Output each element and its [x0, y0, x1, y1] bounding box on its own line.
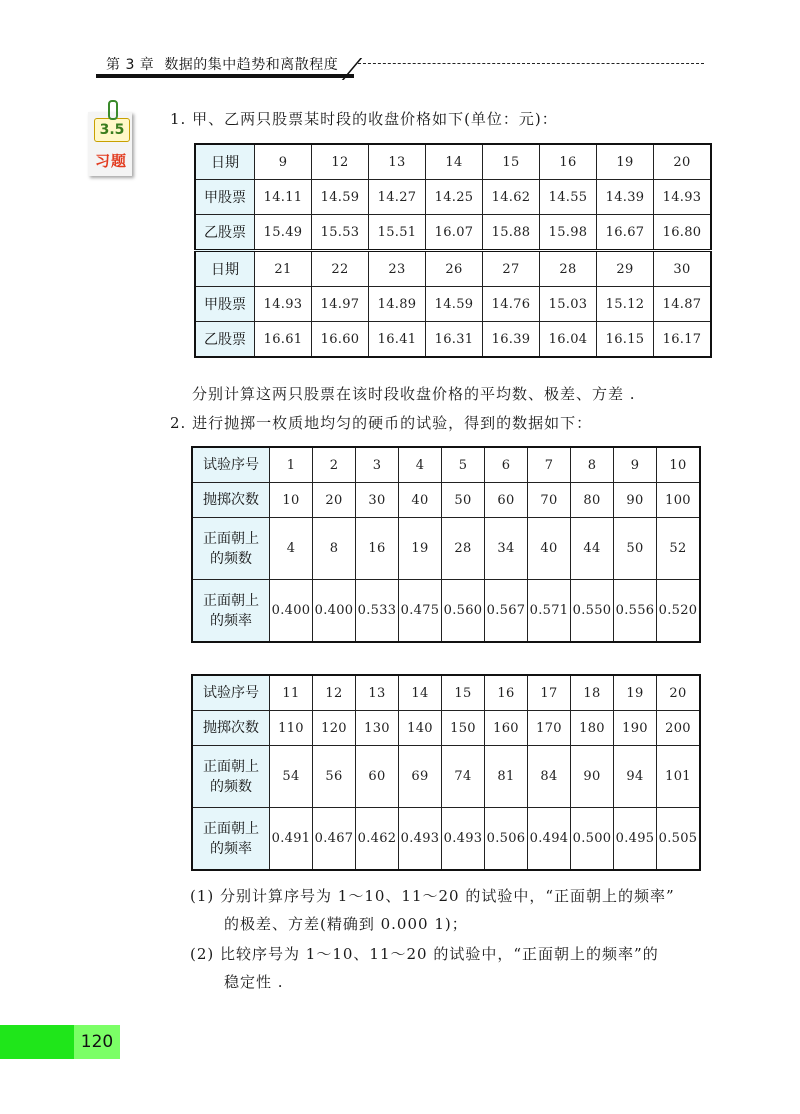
running-header — [96, 50, 706, 78]
cell: 44 — [571, 518, 614, 580]
cell: 14.93 — [654, 180, 712, 215]
row-label-line: 的频率 — [210, 612, 252, 629]
cell: 14.62 — [483, 180, 540, 215]
cell: 16.80 — [654, 215, 712, 251]
cell: 12 — [313, 675, 356, 711]
cell: 14.25 — [426, 180, 483, 215]
cell: 56 — [313, 746, 356, 808]
row-label: 甲股票 — [195, 287, 255, 322]
cell: 0.493 — [399, 808, 442, 871]
cell: 94 — [614, 746, 657, 808]
cell: 60 — [356, 746, 399, 808]
header-title — [106, 54, 338, 74]
cell: 2 — [313, 447, 356, 483]
cell: 14.89 — [369, 287, 426, 322]
cell: 28 — [540, 251, 597, 287]
cell: 30 — [654, 251, 712, 287]
cell: 0.506 — [485, 808, 528, 871]
page-number: 120 — [74, 1025, 120, 1059]
cell: 13 — [356, 675, 399, 711]
cell: 16 — [485, 675, 528, 711]
cell: 14.39 — [597, 180, 654, 215]
chapter-number: 第 3 章 — [106, 57, 155, 73]
cell: 120 — [313, 711, 356, 746]
cell: 190 — [614, 711, 657, 746]
cell: 6 — [485, 447, 528, 483]
exercise-label: 习题 — [94, 152, 127, 170]
cell: 15.53 — [312, 215, 369, 251]
cell: 20 — [654, 144, 712, 180]
cell: 40 — [399, 483, 442, 518]
sub-question-2: (2) 比较序号为 1～10、11～20 的试验中，“正面朝上的频率”的 — [190, 945, 659, 963]
sub-question-1-cont: 的极差、方差(精确到 0.000 1)； — [224, 915, 468, 933]
cell: 0.567 — [485, 580, 528, 643]
cell: 8 — [571, 447, 614, 483]
cell: 14 — [399, 675, 442, 711]
cell: 10 — [270, 483, 313, 518]
cell: 15.88 — [483, 215, 540, 251]
paperclip-icon — [108, 100, 118, 120]
row-label: 试验序号 — [192, 675, 270, 711]
cell: 16.07 — [426, 215, 483, 251]
stock-a-row — [195, 180, 711, 215]
cell: 14.55 — [540, 180, 597, 215]
row-label: 甲股票 — [195, 180, 255, 215]
stock-a-row — [195, 287, 711, 322]
cell: 22 — [312, 251, 369, 287]
row-label-line: 的频率 — [210, 840, 252, 857]
badge-card — [88, 112, 132, 176]
cell: 110 — [270, 711, 313, 746]
cell: 54 — [270, 746, 313, 808]
cell: 14.76 — [483, 287, 540, 322]
row-label — [192, 580, 270, 643]
heads-count-row — [192, 746, 700, 808]
cell: 52 — [657, 518, 701, 580]
section-number: 3.5 — [94, 118, 130, 142]
coin-toss-table-2 — [191, 674, 701, 871]
problem-1-question: 分别计算这两只股票在该时段收盘价格的平均数、极差、方差 . — [192, 385, 636, 403]
cell: 34 — [485, 518, 528, 580]
cell: 0.493 — [442, 808, 485, 871]
cell: 16 — [356, 518, 399, 580]
cell: 30 — [356, 483, 399, 518]
cell: 3 — [356, 447, 399, 483]
stock-b-row — [195, 322, 711, 358]
cell: 80 — [571, 483, 614, 518]
row-label — [192, 746, 270, 808]
cell: 69 — [399, 746, 442, 808]
heads-frequency-row — [192, 808, 700, 871]
cell: 0.500 — [571, 808, 614, 871]
cell: 84 — [528, 746, 571, 808]
cell: 50 — [442, 483, 485, 518]
cell: 16.04 — [540, 322, 597, 358]
cell: 10 — [657, 447, 701, 483]
cell: 16.39 — [483, 322, 540, 358]
row-label-line: 正面朝上 — [203, 758, 259, 775]
cell: 0.491 — [270, 808, 313, 871]
cell: 70 — [528, 483, 571, 518]
cell: 16 — [540, 144, 597, 180]
seq-row — [192, 675, 700, 711]
cell: 8 — [313, 518, 356, 580]
cell: 14.87 — [654, 287, 712, 322]
row-label-line: 正面朝上 — [203, 820, 259, 837]
row-label: 试验序号 — [192, 447, 270, 483]
cell: 60 — [485, 483, 528, 518]
date-row — [195, 144, 711, 180]
row-label: 乙股票 — [195, 322, 255, 358]
cell: 20 — [657, 675, 701, 711]
cell: 81 — [485, 746, 528, 808]
cell: 0.494 — [528, 808, 571, 871]
cell: 16.67 — [597, 215, 654, 251]
problem-2-text: 2. 进行抛掷一枚质地均匀的硬币的试验，得到的数据如下： — [170, 414, 593, 432]
cell: 140 — [399, 711, 442, 746]
cell: 16.41 — [369, 322, 426, 358]
row-label-line: 正面朝上 — [203, 592, 259, 609]
cell: 15.51 — [369, 215, 426, 251]
exercise-badge — [80, 100, 134, 180]
cell: 16.61 — [255, 322, 312, 358]
cell: 150 — [442, 711, 485, 746]
row-label — [192, 808, 270, 871]
row-label-line: 的频数 — [210, 550, 252, 567]
row-label: 抛掷次数 — [192, 483, 270, 518]
heads-frequency-row — [192, 580, 700, 643]
cell: 74 — [442, 746, 485, 808]
cell: 15 — [483, 144, 540, 180]
cell: 4 — [270, 518, 313, 580]
cell: 0.495 — [614, 808, 657, 871]
row-label: 日期 — [195, 251, 255, 287]
coin-toss-table-1 — [191, 446, 701, 643]
cell: 14.59 — [426, 287, 483, 322]
cell: 7 — [528, 447, 571, 483]
row-label-line: 正面朝上 — [203, 530, 259, 547]
header-dashed-rule — [358, 63, 704, 64]
cell: 16.60 — [312, 322, 369, 358]
cell: 0.556 — [614, 580, 657, 643]
cell: 16.15 — [597, 322, 654, 358]
cell: 14.97 — [312, 287, 369, 322]
row-label-line: 的频数 — [210, 778, 252, 795]
cell: 11 — [270, 675, 313, 711]
cell: 29 — [597, 251, 654, 287]
cell: 15.49 — [255, 215, 312, 251]
cell: 15 — [442, 675, 485, 711]
cell: 9 — [255, 144, 312, 180]
cell: 9 — [614, 447, 657, 483]
cell: 50 — [614, 518, 657, 580]
cell: 100 — [657, 483, 701, 518]
cell: 0.533 — [356, 580, 399, 643]
stock-b-row — [195, 215, 711, 251]
cell: 160 — [485, 711, 528, 746]
seq-row — [192, 447, 700, 483]
chapter-title: 数据的集中趋势和离散程度 — [164, 57, 339, 73]
cell: 14.27 — [369, 180, 426, 215]
cell: 90 — [614, 483, 657, 518]
cell: 19 — [399, 518, 442, 580]
cell: 14.11 — [255, 180, 312, 215]
cell: 15.98 — [540, 215, 597, 251]
row-label — [192, 518, 270, 580]
cell: 17 — [528, 675, 571, 711]
heads-count-row — [192, 518, 700, 580]
cell: 16.31 — [426, 322, 483, 358]
cell: 20 — [313, 483, 356, 518]
cell: 40 — [528, 518, 571, 580]
cell: 130 — [356, 711, 399, 746]
cell: 0.475 — [399, 580, 442, 643]
cell: 16.17 — [654, 322, 712, 358]
cell: 23 — [369, 251, 426, 287]
cell: 21 — [255, 251, 312, 287]
row-label: 日期 — [195, 144, 255, 180]
cell: 14 — [426, 144, 483, 180]
cell: 90 — [571, 746, 614, 808]
cell: 13 — [369, 144, 426, 180]
cell: 4 — [399, 447, 442, 483]
cell: 0.550 — [571, 580, 614, 643]
stock-price-table — [194, 143, 712, 358]
row-label: 乙股票 — [195, 215, 255, 251]
throws-row — [192, 711, 700, 746]
sub-question-1: (1) 分别计算序号为 1～10、11～20 的试验中，“正面朝上的频率” — [190, 887, 675, 905]
cell: 19 — [614, 675, 657, 711]
cell: 14.93 — [255, 287, 312, 322]
cell: 0.400 — [270, 580, 313, 643]
cell: 180 — [571, 711, 614, 746]
date-row — [195, 251, 711, 287]
cell: 170 — [528, 711, 571, 746]
cell: 14.59 — [312, 180, 369, 215]
cell: 0.560 — [442, 580, 485, 643]
row-label: 抛掷次数 — [192, 711, 270, 746]
cell: 15.12 — [597, 287, 654, 322]
cell: 15.03 — [540, 287, 597, 322]
cell: 200 — [657, 711, 701, 746]
cell: 0.520 — [657, 580, 701, 643]
cell: 1 — [270, 447, 313, 483]
cell: 12 — [312, 144, 369, 180]
cell: 27 — [483, 251, 540, 287]
problem-1-text: 1. 甲、乙两只股票某时段的收盘价格如下(单位：元)： — [170, 110, 558, 128]
cell: 101 — [657, 746, 701, 808]
header-rule — [96, 74, 354, 78]
cell: 0.400 — [313, 580, 356, 643]
cell: 19 — [597, 144, 654, 180]
cell: 18 — [571, 675, 614, 711]
cell: 26 — [426, 251, 483, 287]
cell: 0.462 — [356, 808, 399, 871]
cell: 28 — [442, 518, 485, 580]
sub-question-2-cont: 稳定性 . — [224, 973, 284, 991]
cell: 0.467 — [313, 808, 356, 871]
cell: 0.571 — [528, 580, 571, 643]
cell: 5 — [442, 447, 485, 483]
throws-row — [192, 483, 700, 518]
cell: 0.505 — [657, 808, 701, 871]
